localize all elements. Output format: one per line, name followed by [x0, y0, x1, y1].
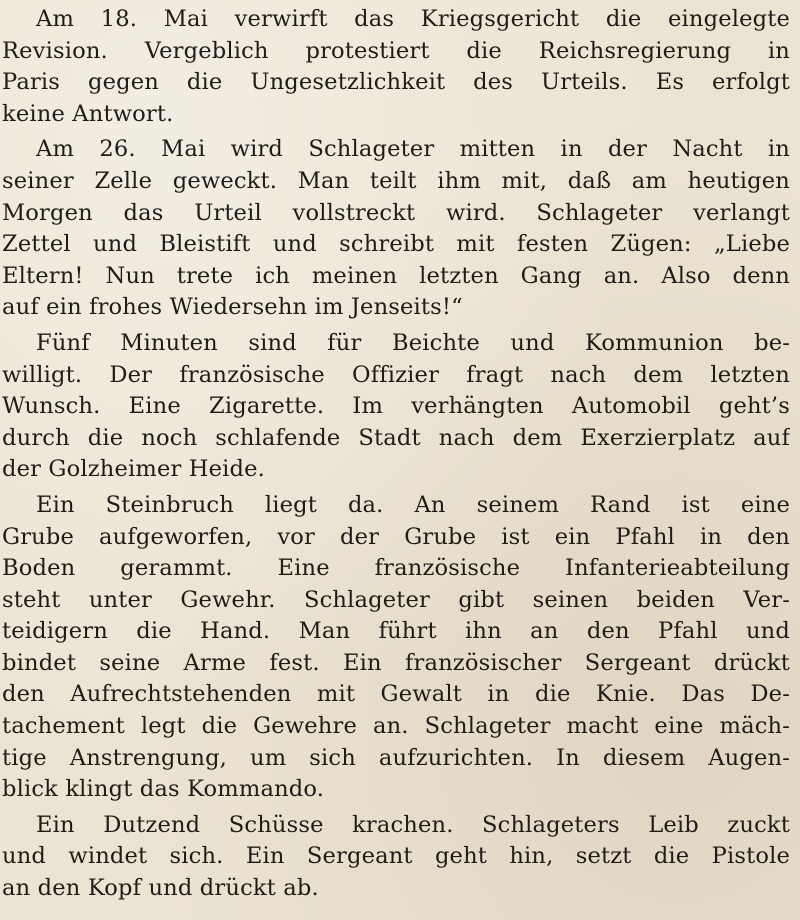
text-line: keine Antwort.: [2, 100, 174, 127]
text-line: an den Kopf und drückt ab.: [2, 875, 319, 902]
text-line: Grube aufgeworfen, vor der Grube ist ein Pfahl in den: [2, 523, 790, 550]
text-line: auf ein frohes Wiedersehn im Jenseits!“: [2, 294, 463, 321]
text-line: Fünf Minuten sind für Beichte und Kommunion be-: [36, 329, 790, 356]
paragraph-5: [2, 810, 790, 905]
text-line: Zettel und Bleistift und schreibt mit festen Zügen: „Liebe: [2, 231, 790, 258]
text-line: durch die noch schlafende Stadt nach dem Exerzierplatz auf: [2, 424, 790, 451]
paragraph-4: [2, 490, 790, 806]
text-line: teidigern die Hand. Man führt ihn an den Pfahl und: [2, 618, 790, 645]
paragraph-2: [2, 134, 790, 324]
text-line: Boden gerammt. Eine französische Infanterieabteilung: [2, 555, 790, 582]
text-line: Am 18. Mai verwirft das Kriegsgericht die eingelegte: [36, 6, 790, 32]
text-line: Ein Dutzend Schüsse krachen. Schlageters Leib zuckt: [36, 811, 790, 838]
text-line: der Golzheimer Heide.: [2, 456, 265, 483]
text-line: blick klingt das Kommando.: [2, 776, 325, 803]
text-line: Ein Steinbruch liegt da. An seinem Rand ist eine: [36, 491, 790, 518]
text-line: den Aufrechtstehenden mit Gewalt in die Knie. Das De-: [2, 681, 790, 708]
text-line: Paris gegen die Ungesetzlichkeit des Urteils. Es erfolgt: [2, 69, 790, 96]
text-line: Wunsch. Eine Zigarette. Im verhängten Automobil geht’s: [2, 393, 790, 420]
text-line: Am 26. Mai wird Schlageter mitten in der Nacht in: [36, 136, 790, 163]
text-line: Morgen das Urteil vollstreckt wird. Schlageter verlangt: [2, 199, 790, 226]
text-line: tige Anstrengung, um sich aufzurichten. In diesem Augen-: [2, 744, 790, 771]
text-line: seiner Zelle geweckt. Man teilt ihm mit, daß am heutigen: [2, 167, 790, 194]
text-line: willigt. Der französische Offizier fragt nach dem letzten: [2, 361, 790, 388]
text-line: tachement legt die Gewehre an. Schlageter macht eine mäch-: [2, 713, 790, 740]
text-line: Eltern! Nun trete ich meinen letzten Gang an. Also denn: [2, 262, 790, 289]
text-line: bindet seine Arme fest. Ein französischer Sergeant drückt: [2, 649, 790, 676]
text-line: steht unter Gewehr. Schlageter gibt seinen beiden Ver-: [2, 586, 790, 613]
paragraph-1: [2, 4, 790, 130]
document-text: [2, 4, 790, 905]
text-line: und windet sich. Ein Sergeant geht hin, setzt die Pistole: [2, 843, 790, 870]
text-line: Revision. Vergeblich protestiert die Reichsregierung in: [2, 37, 790, 64]
paragraph-3: [2, 328, 790, 486]
